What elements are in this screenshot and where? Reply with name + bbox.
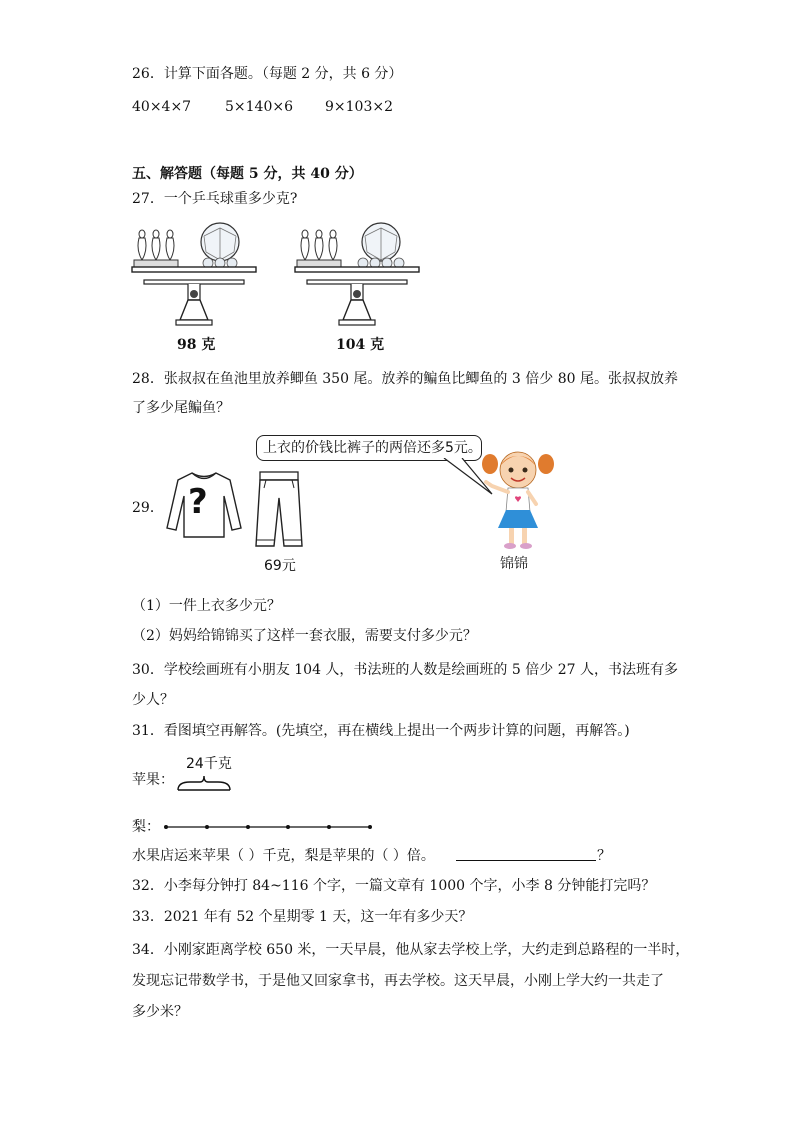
scale-2-weight: 104 克 — [336, 337, 385, 353]
q34-line-3: 多少米？ — [132, 1004, 188, 1020]
girl-name: 锦锦 — [500, 556, 528, 572]
q26-expr-2: 5×140×6 — [225, 99, 293, 115]
bowling-pins-icon — [297, 230, 341, 268]
q33-text: 33．2021 年有 52 个星期零 1 天，这一年有多少天？ — [132, 909, 473, 925]
q26-title: 26．计算下面各题。（每题 2 分，共 6 分） — [132, 66, 403, 82]
question-blank-line[interactable] — [456, 860, 596, 861]
q31-text: 31．看图填空再解答。(先填空，再在横线上提出一个两步计算的问题，再解答。) — [132, 723, 630, 739]
pear-segment — [162, 820, 374, 834]
speech-bubble: 上衣的价钱比裤子的两倍还多5元。 — [256, 435, 482, 461]
pear-label: 梨： — [132, 819, 160, 835]
q29-number: 29． — [132, 500, 164, 516]
soccer-ball-icon — [362, 223, 400, 261]
q30-line-1: 30．学校绘画班有小朋友 104 人，书法班的人数是绘画班的 5 倍少 27 人，书法班有多 — [132, 662, 678, 678]
q27-text: 27．一个乒乓球重多少克? — [132, 191, 298, 207]
apple-brace-segment — [176, 774, 232, 794]
q31-fill-end: ？ — [597, 848, 611, 864]
q26-expr-1: 40×4×7 — [132, 99, 192, 115]
scale-1-weight: 98 克 — [177, 337, 216, 353]
balance-scale-1 — [130, 222, 260, 334]
q28-line-2: 了多少尾鳊鱼？ — [132, 400, 230, 416]
q34-line-2: 发现忘记带数学书，于是他又回家拿书，再去学校。这天早晨，小刚上学大约一共走了 — [132, 973, 664, 989]
balance-scale-2 — [293, 222, 423, 334]
q30-line-2: 少人？ — [132, 692, 174, 708]
apple-amount: 24千克 — [186, 756, 232, 772]
q26-expr-3: 9×103×2 — [325, 99, 393, 115]
q32-text: 32．小李每分钟打 84~116 个字，一篇文章有 1000 个字，小李 8 分钟能打完吗？ — [132, 878, 656, 894]
soccer-ball-icon — [201, 223, 239, 261]
q28-line-1: 28．张叔叔在鱼池里放养鲫鱼 350 尾。放养的鳊鱼比鲫鱼的 3 倍少 80 尾。张叔叔放养 — [132, 371, 678, 387]
girl-jinjin-icon — [480, 446, 560, 552]
q31-fill-text: 水果店运来苹果（ ）千克，梨是苹果的（ ）倍。 — [132, 848, 435, 864]
pants-price: 69元 — [264, 558, 296, 574]
q34-line-1: 34．小刚家距离学校 650 米，一天早晨，他从家去学校上学，大约走到总路程的一半时， — [132, 942, 690, 958]
pants-icon — [254, 470, 304, 550]
shirt-question-mark: ? — [188, 482, 208, 522]
section-5-title: 五、解答题（每题 5 分，共 40 分） — [132, 166, 363, 182]
bowling-pins-icon — [134, 230, 178, 268]
apple-label: 苹果： — [132, 772, 174, 788]
q29-sub-2: （2）妈妈给锦锦买了这样一套衣服，需要支付多少元？ — [132, 628, 477, 644]
q29-sub-1: （1）一件上衣多少元？ — [132, 598, 281, 614]
